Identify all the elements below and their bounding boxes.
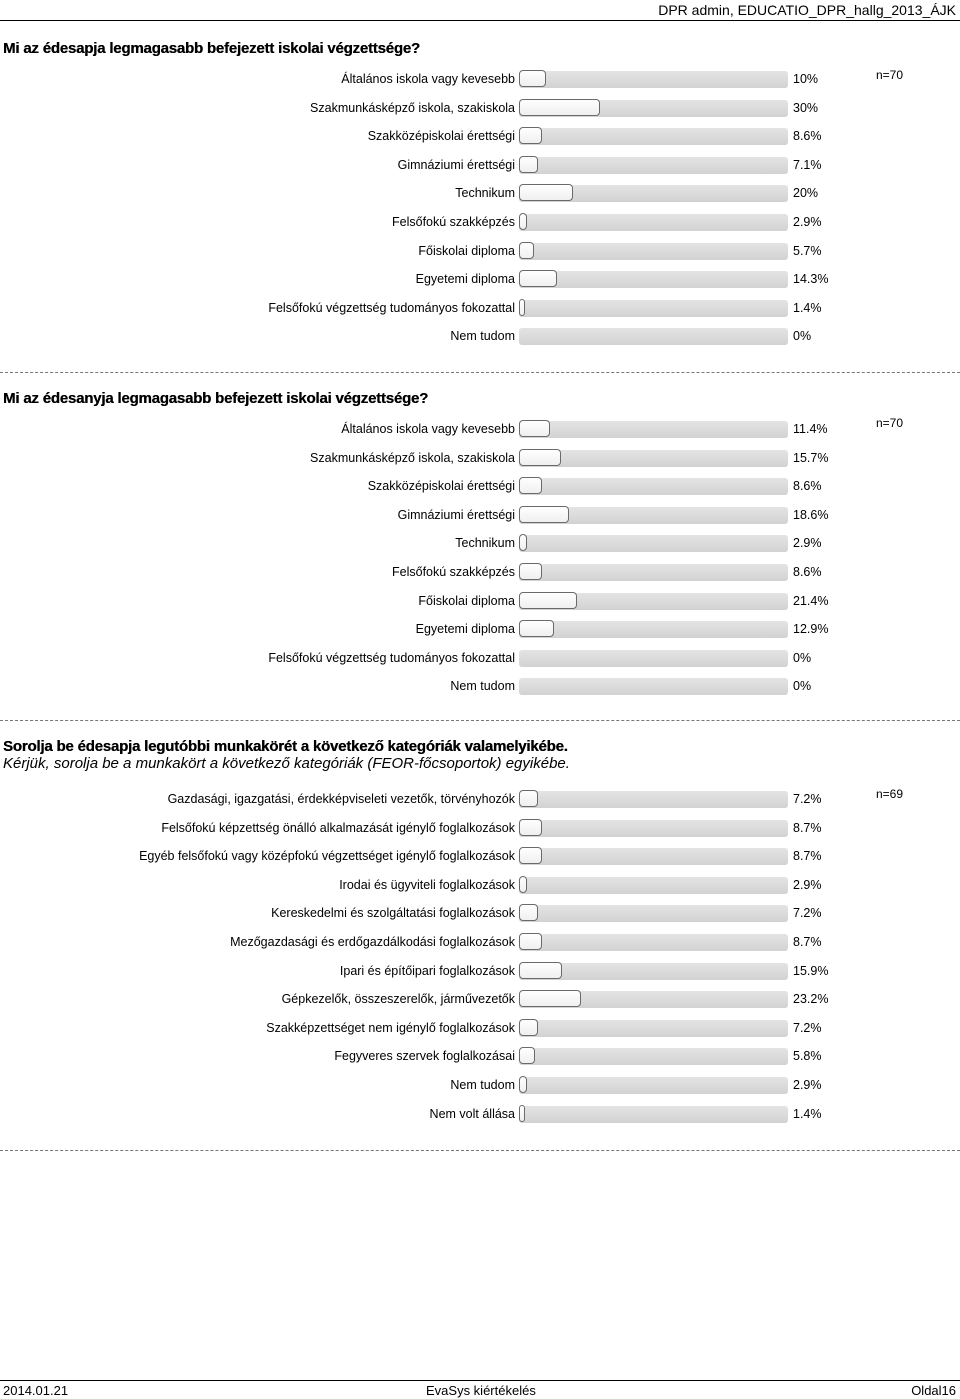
answer-label: Mezőgazdasági és erdőgazdálkodási foglalkozások — [230, 935, 515, 949]
bar-fill — [519, 449, 561, 466]
answer-row — [0, 327, 960, 347]
answer-percentage: 5.7% — [793, 243, 822, 258]
answer-percentage: 7.1% — [793, 157, 822, 172]
bar-fill — [519, 962, 562, 979]
answer-row — [0, 299, 960, 319]
bar-track — [519, 791, 788, 808]
bar-track — [519, 905, 788, 922]
answer-label: Gimnáziumi érettségi — [397, 157, 515, 172]
bar-fill — [519, 420, 550, 437]
bar-track — [519, 678, 788, 695]
answer-percentage: 14.3% — [793, 272, 829, 287]
question-title: Mi az édesapja legmagasabb befejezett iskolai végzettsége? — [3, 40, 420, 57]
bar-track — [519, 991, 788, 1008]
answer-label: Ipari és építőipari foglalkozások — [339, 963, 515, 978]
answer-label: Nem tudom — [450, 1078, 515, 1092]
bar-track — [519, 507, 788, 524]
answer-label: Felsőfokú szakképzés — [392, 215, 515, 229]
answer-label: Kereskedelmi és szolgáltatási foglalkozások — [271, 906, 515, 921]
answer-row — [0, 1019, 960, 1039]
bar-track — [519, 243, 788, 260]
answer-label: Nem tudom — [450, 679, 515, 694]
bar-fill — [519, 213, 527, 230]
answer-row — [0, 534, 960, 554]
response-count: n=70 — [876, 416, 904, 430]
section-divider — [0, 372, 960, 373]
header-rule — [0, 20, 960, 21]
answer-label: Gazdasági, igazgatási, érdekképviseleti vezetők, törvényhozók — [167, 792, 515, 806]
answer-percentage: 21.4% — [793, 593, 829, 608]
bar-track — [519, 535, 788, 552]
footer-center: EvaSys kiértékelés — [426, 1383, 536, 1398]
answer-label: Technikum — [455, 186, 515, 201]
answer-label: Főiskolai diploma — [418, 243, 515, 258]
header-title: DPR admin, EDUCATIO_DPR_hallg_2013_ÁJK — [658, 2, 956, 18]
answer-percentage: 12.9% — [793, 622, 829, 637]
bar-fill — [519, 184, 573, 201]
footer-date: 2014.01.21 — [3, 1383, 69, 1398]
answer-row — [0, 620, 960, 640]
bar-fill — [519, 99, 600, 116]
answer-percentage: 0% — [793, 679, 812, 694]
bar-track — [519, 820, 788, 837]
answer-label: Technikum — [455, 536, 515, 551]
section-divider — [0, 720, 960, 721]
bar-fill — [519, 127, 542, 144]
bar-fill — [519, 933, 542, 950]
answer-row — [0, 1076, 960, 1096]
answer-percentage: 1.4% — [793, 300, 822, 315]
answer-row — [0, 819, 960, 839]
answer-row — [0, 477, 960, 497]
answer-row — [0, 962, 960, 982]
answer-row — [0, 1105, 960, 1125]
answer-label: Főiskolai diploma — [418, 593, 515, 608]
answer-row — [0, 70, 960, 90]
footer-rule — [0, 1380, 960, 1381]
bar-fill — [519, 1076, 527, 1093]
bar-fill — [519, 477, 542, 494]
bar-fill — [519, 563, 542, 580]
answer-percentage: 8.6% — [793, 129, 822, 144]
answer-label: Felsőfokú szakképzés — [392, 565, 515, 579]
bar-fill — [519, 847, 542, 864]
bar-fill — [519, 156, 538, 173]
answer-row — [0, 127, 960, 147]
section-divider — [0, 1150, 960, 1151]
bar-fill — [519, 904, 538, 921]
bar-fill — [519, 819, 542, 836]
bar-track — [519, 271, 788, 288]
answer-percentage: 0% — [793, 329, 812, 344]
answer-row — [0, 933, 960, 953]
answer-percentage: 2.9% — [793, 877, 822, 892]
bar-track — [519, 1077, 788, 1094]
bar-track — [519, 450, 788, 467]
answer-percentage: 2.9% — [793, 536, 822, 551]
answer-label: Általános iskola vagy kevesebb — [341, 422, 515, 436]
bar-track — [519, 328, 788, 345]
answer-label: Szakmunkásképző iskola, szakiskola — [310, 100, 515, 115]
answer-row — [0, 156, 960, 176]
answer-label: Szakképzettséget nem igénylő foglalkozások — [266, 1020, 515, 1035]
bar-track — [519, 650, 788, 667]
answer-percentage: 0% — [793, 650, 812, 665]
answer-row — [0, 677, 960, 697]
answer-label: Egyetemi diploma — [415, 622, 515, 637]
answer-percentage: 8.6% — [793, 479, 822, 494]
bar-fill — [519, 1019, 538, 1036]
bar-track — [519, 214, 788, 231]
bar-track — [519, 848, 788, 865]
bar-track — [519, 421, 788, 438]
answer-row — [0, 213, 960, 233]
answer-row — [0, 242, 960, 262]
bar-track — [519, 963, 788, 980]
bar-track — [519, 1048, 788, 1065]
answer-percentage: 18.6% — [793, 507, 829, 522]
answer-label: Szakközépiskolai érettségi — [367, 479, 515, 494]
answer-percentage: 8.7% — [793, 935, 822, 949]
answer-percentage: 20% — [793, 186, 819, 201]
answer-row — [0, 649, 960, 669]
bar-fill — [519, 506, 569, 523]
answer-row — [0, 592, 960, 612]
answer-label: Nem volt állása — [429, 1106, 515, 1121]
answer-percentage: 7.2% — [793, 1020, 822, 1035]
bar-fill — [519, 790, 538, 807]
answer-label: Nem tudom — [450, 329, 515, 344]
answer-percentage: 8.7% — [793, 820, 822, 835]
bar-fill — [519, 592, 577, 609]
bar-fill — [519, 242, 534, 259]
answer-row — [0, 847, 960, 867]
answer-percentage: 15.9% — [793, 963, 829, 978]
bar-fill — [519, 70, 546, 87]
bar-track — [519, 621, 788, 638]
bar-track — [519, 1020, 788, 1037]
answer-percentage: 23.2% — [793, 992, 829, 1007]
bar-track — [519, 564, 788, 581]
answer-percentage: 7.2% — [793, 906, 822, 921]
answer-row — [0, 270, 960, 290]
answer-row — [0, 563, 960, 583]
answer-percentage: 11.4% — [793, 422, 828, 436]
answer-row — [0, 1047, 960, 1067]
bar-track — [519, 300, 788, 317]
footer-page: Oldal16 — [911, 1383, 956, 1398]
answer-row — [0, 99, 960, 119]
response-count: n=70 — [876, 68, 904, 82]
bar-track — [519, 877, 788, 894]
answer-percentage: 2.9% — [793, 215, 822, 229]
answer-label: Szakmunkásképző iskola, szakiskola — [310, 450, 515, 465]
bar-track — [519, 478, 788, 495]
bar-fill — [519, 299, 525, 316]
question-title: Sorolja be édesapja legutóbbi munkakörét a következő kategóriák valamelyikébe. — [3, 738, 568, 755]
answer-row — [0, 790, 960, 810]
answer-label: Fegyveres szervek foglalkozásai — [334, 1049, 515, 1064]
answer-row — [0, 904, 960, 924]
bar-track — [519, 128, 788, 145]
response-count: n=69 — [876, 787, 904, 801]
bar-track — [519, 934, 788, 951]
answer-row — [0, 184, 960, 204]
bar-track — [519, 71, 788, 88]
bar-fill — [519, 1105, 525, 1122]
answer-percentage: 15.7% — [793, 450, 829, 465]
bar-fill — [519, 534, 527, 551]
answer-percentage: 5.8% — [793, 1049, 822, 1064]
answer-percentage: 2.9% — [793, 1078, 822, 1092]
bar-fill — [519, 620, 554, 637]
answer-label: Egyetemi diploma — [415, 272, 515, 287]
answer-label: Gépkezelők, összeszerelők, járművezetők — [281, 992, 515, 1007]
answer-percentage: 30% — [793, 100, 819, 115]
answer-row — [0, 506, 960, 526]
question-title: Mi az édesanyja legmagasabb befejezett iskolai végzettsége? — [3, 390, 429, 407]
bar-fill — [519, 1047, 535, 1064]
answer-percentage: 8.6% — [793, 565, 822, 579]
answer-percentage: 1.4% — [793, 1106, 822, 1121]
bar-track — [519, 1106, 788, 1123]
bar-fill — [519, 270, 557, 287]
answer-row — [0, 990, 960, 1010]
answer-percentage: 8.7% — [793, 849, 822, 864]
answer-label: Felsőfokú végzettség tudományos fokozattal — [268, 650, 515, 665]
answer-label: Egyéb felsőfokú vagy középfokú végzettséget igénylő foglalkozások — [139, 849, 515, 864]
bar-track — [519, 157, 788, 174]
answer-label: Szakközépiskolai érettségi — [367, 129, 515, 144]
answer-row — [0, 876, 960, 896]
bar-track — [519, 185, 788, 202]
answer-label: Felsőfokú végzettség tudományos fokozattal — [268, 300, 515, 315]
answer-row — [0, 420, 960, 440]
question-subtitle: Kérjük, sorolja be a munkakört a következő kategóriák (FEOR-főcsoportok) egyikébe. — [3, 755, 570, 772]
answer-percentage: 10% — [793, 72, 819, 86]
answer-label: Felsőfokú képzettség önálló alkalmazását igénylő foglalkozások — [161, 820, 515, 835]
answer-percentage: 7.2% — [793, 792, 822, 806]
answer-row — [0, 449, 960, 469]
bar-track — [519, 100, 788, 117]
bar-fill — [519, 876, 527, 893]
answer-label: Általános iskola vagy kevesebb — [341, 72, 515, 86]
bar-fill — [519, 990, 581, 1007]
bar-track — [519, 593, 788, 610]
answer-label: Irodai és ügyviteli foglalkozások — [339, 877, 515, 892]
answer-label: Gimnáziumi érettségi — [397, 507, 515, 522]
